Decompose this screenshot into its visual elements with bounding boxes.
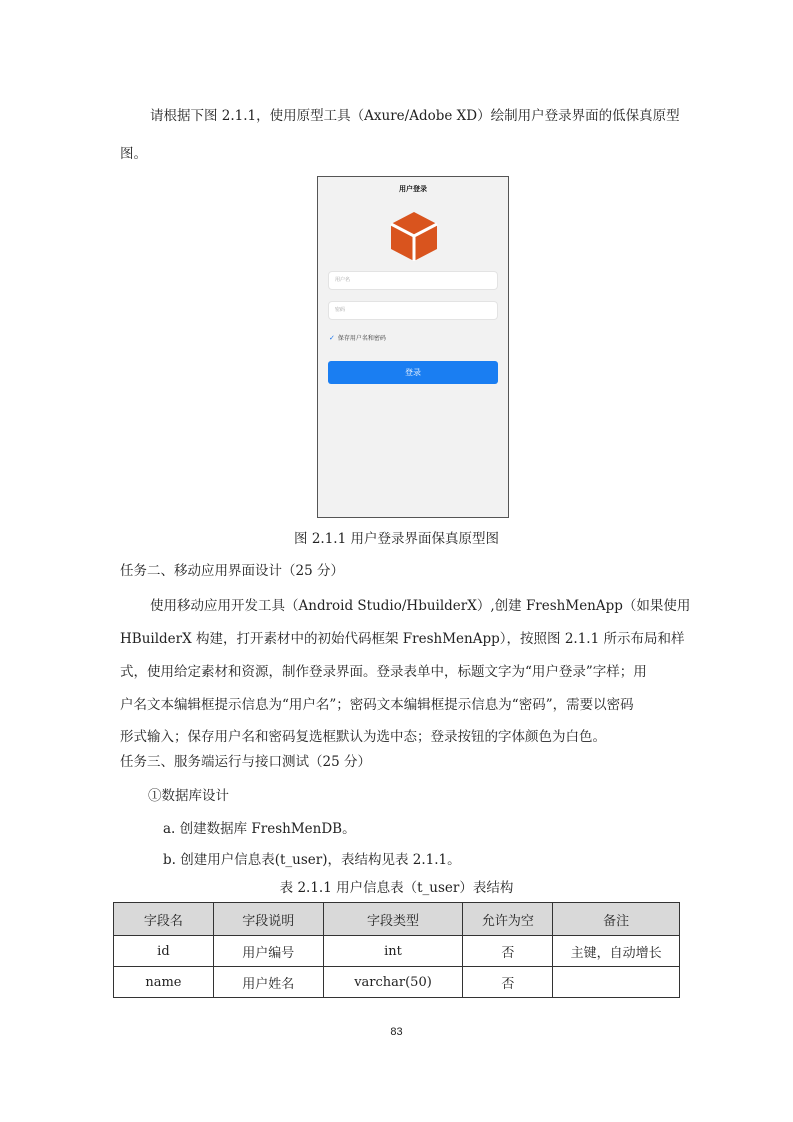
table-cell: 否 <box>463 936 553 967</box>
table-caption: 表 2.1.1 用户信息表（t_user）表结构 <box>279 880 514 896</box>
login-button[interactable]: 登录 <box>328 361 498 384</box>
table-cell: name <box>114 967 214 998</box>
task3-heading: 任务三、服务端运行与接口测试（25 分） <box>120 754 371 770</box>
table-cell: 用户编号 <box>213 936 323 967</box>
task2-line: 式，使用给定素材和资源，制作登录界面。登录表单中，标题文字为“用户登录”字样；用 <box>120 664 647 680</box>
table-cell: id <box>114 936 214 967</box>
remember-checkbox[interactable] <box>329 334 386 343</box>
figure-caption: 图 2.1.1 用户登录界面保真原型图 <box>294 531 499 547</box>
checkmark-icon: ✓ <box>329 334 335 342</box>
cube-logo-icon <box>388 210 440 262</box>
user-table <box>113 902 680 998</box>
mockup-title: 用户登录 <box>399 185 427 193</box>
table-cell: int <box>323 936 463 967</box>
table-header-cell: 备注 <box>553 903 680 936</box>
task2-line: 形式输入；保存用户名和密码复选框默认为选中态；登录按钮的字体颜色为白色。 <box>120 729 606 745</box>
item-b: b. 创建用户信息表(t_user)，表结构见表 2.1.1。 <box>163 852 461 868</box>
table-cell <box>553 967 680 998</box>
username-input[interactable]: 用户名 <box>328 271 498 290</box>
remember-label: 保存用户名和密码 <box>337 335 386 342</box>
task2-line: HBuilderX 构建，打开素材中的初始代码框架 FreshMenApp），按照图 2.1.1 所示布局和样 <box>120 631 685 647</box>
table-cell: 否 <box>463 967 553 998</box>
table-header-row <box>114 903 680 936</box>
table-row <box>114 936 680 967</box>
db-design-heading: ①数据库设计 <box>148 788 229 804</box>
table-cell: 用户姓名 <box>213 967 323 998</box>
item-a: a. 创建数据库 FreshMenDB。 <box>163 821 356 837</box>
table-header-cell: 允许为空 <box>463 903 553 936</box>
intro-line-2: 图。 <box>120 146 147 162</box>
table-cell: 主键，自动增长 <box>553 936 680 967</box>
table-header-cell: 字段名 <box>114 903 214 936</box>
table-row <box>114 967 680 998</box>
table-header-cell: 字段说明 <box>213 903 323 936</box>
task2-line: 使用移动应用开发工具（Android Studio/HbuilderX）,创建 FreshMenApp（如果使用 <box>150 598 691 614</box>
login-mockup <box>317 176 509 518</box>
table-cell: varchar(50) <box>323 967 463 998</box>
password-input[interactable]: 密码 <box>328 301 498 320</box>
page-number: 83 <box>390 1026 403 1038</box>
table-header-cell: 字段类型 <box>323 903 463 936</box>
task2-heading: 任务二、移动应用界面设计（25 分） <box>120 563 344 579</box>
intro-line-1: 请根据下图 2.1.1，使用原型工具（Axure/Adobe XD）绘制用户登录界面的低保真原型 <box>150 108 680 124</box>
task2-line: 户名文本编辑框提示信息为“用户名”；密码文本编辑框提示信息为“密码”，需要以密码 <box>120 697 634 713</box>
